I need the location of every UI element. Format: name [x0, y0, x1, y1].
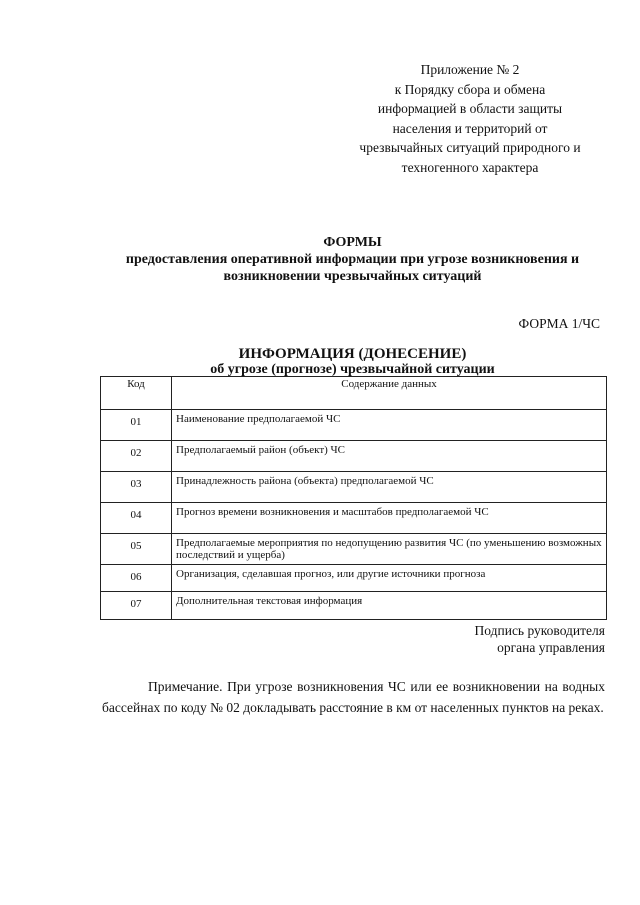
table-row — [101, 592, 607, 620]
info-subtitle: об угрозе (прогнозе) чрезвычайной ситуации — [210, 362, 495, 377]
info-title-block — [60, 346, 640, 378]
header-content: Содержание данных — [172, 377, 607, 410]
row-content: Организация, сделавшая прогноз, или другие источники прогноза — [172, 565, 607, 592]
note-paragraph: Примечание. При угрозе возникновения ЧС или ее возникновении на водных бассейнах по коду № 02 докладывать расстояние в км от населенных пунктов на реках. — [102, 679, 605, 715]
appendix-line: техногенного характера — [401, 159, 539, 175]
table-header-row — [101, 377, 607, 410]
table-row — [101, 472, 607, 503]
info-title: ИНФОРМАЦИЯ (ДОНЕСЕНИЕ) — [238, 346, 467, 362]
forms-title: ФОРМЫ — [323, 235, 382, 250]
appendix-line: информацией в области защиты — [377, 101, 563, 116]
table-row — [101, 410, 607, 441]
signature-line: органа управления — [497, 640, 605, 655]
form-code: ФОРМА 1/ЧС — [518, 316, 600, 331]
forms-title-block — [60, 234, 640, 285]
forms-subtitle-line: возникновении чрезвычайных ситуаций — [223, 269, 482, 284]
row-code: 01 — [101, 410, 172, 441]
appendix-header — [330, 60, 610, 177]
row-code: 06 — [101, 565, 172, 592]
signature-line: Подпись руководителя — [474, 623, 605, 638]
row-content: Принадлежность района (объекта) предполагаемой ЧС — [172, 472, 607, 503]
row-code: 02 — [101, 441, 172, 472]
appendix-line: населения и территорий от — [392, 120, 548, 136]
header-code: Код — [101, 377, 172, 410]
table-row — [101, 441, 607, 472]
row-content: Прогноз времени возникновения и масштабов предполагаемой ЧС — [172, 503, 607, 534]
row-code: 07 — [101, 592, 172, 620]
row-content: Предполагаемый район (объект) ЧС — [172, 441, 607, 472]
appendix-line: Приложение № 2 — [420, 62, 520, 77]
forms-subtitle-line: предоставления оперативной информации при угрозе возникновения и — [125, 252, 580, 267]
row-content: Наименование предполагаемой ЧС — [172, 410, 607, 441]
signature-block — [380, 622, 605, 656]
row-content: Дополнительная текстовая информация — [172, 592, 607, 620]
table-row — [101, 503, 607, 534]
row-code: 04 — [101, 503, 172, 534]
row-code: 03 — [101, 472, 172, 503]
appendix-line: чрезвычайных ситуаций природного и — [359, 140, 581, 155]
row-code: 05 — [101, 534, 172, 565]
table-row — [101, 534, 607, 565]
appendix-line: к Порядку сбора и обмена — [394, 81, 546, 97]
table-row — [101, 565, 607, 592]
data-table — [100, 376, 607, 620]
row-content: Предполагаемые мероприятия по недопущению развития ЧС (по уменьшению возможных последствий и ущерба) — [172, 534, 607, 565]
